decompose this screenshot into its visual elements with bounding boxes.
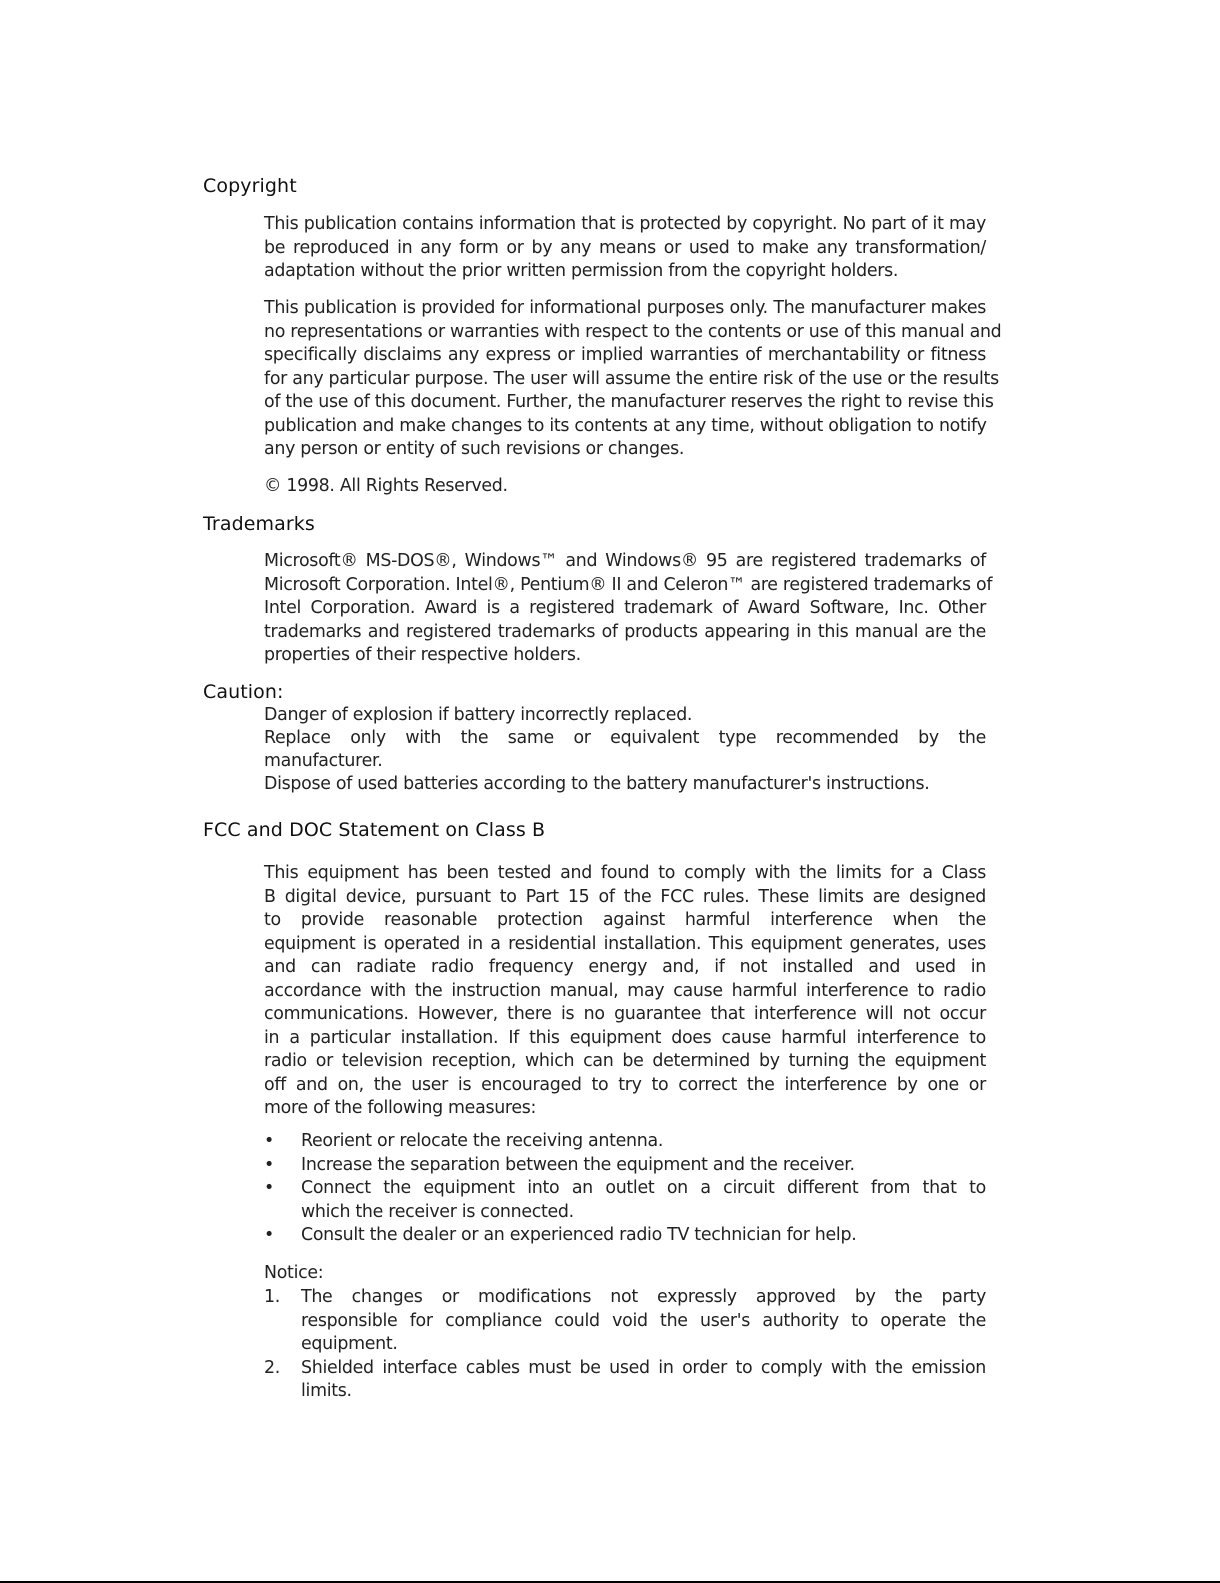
bullet-icon: • xyxy=(264,1154,274,1175)
text-line: communications. However, there is no guarantee that interference will not occur xyxy=(264,1004,986,1024)
text-line: trademarks and registered trademarks of products appearing in this manual are the xyxy=(264,621,986,642)
copyright-notice xyxy=(264,475,986,499)
text-line: no representations or warranties with respect to the contents or use of this manual and xyxy=(264,321,1002,342)
list-item xyxy=(264,1177,986,1224)
text-line: Shielded interface cables must be used in order to comply with the emission xyxy=(301,1357,986,1378)
text-line: This equipment has been tested and found to comply with the limits for a Class xyxy=(264,863,986,883)
text-line: accordance with the instruction manual, may cause harmful interference to radio xyxy=(264,980,986,1001)
text-line: adaptation without the prior written permission from the copyright holders. xyxy=(264,261,899,281)
caution-line: Replace only with the same or equivalent type recommended by the xyxy=(264,728,986,748)
text-line: be reproduced in any form or by any means or used to make any transformation/ xyxy=(264,237,986,258)
bullet-icon: • xyxy=(264,1131,274,1151)
text-line: responsible for compliance could void the user's authority to operate the xyxy=(301,1310,986,1331)
text-line: for any particular purpose. The user will assume the entire risk of the use or the results xyxy=(264,368,999,389)
text-line: Consult the dealer or an experienced radio TV technician for help. xyxy=(301,1225,857,1245)
caution-heading: Caution: xyxy=(203,681,284,703)
text-line: specifically disclaims any express or implied warranties of merchantability or fitness xyxy=(264,345,986,365)
text-line: and can radiate radio frequency energy and, if not installed and used in xyxy=(264,957,986,977)
text-line: any person or entity of such revisions or changes. xyxy=(264,439,685,459)
text-line: which the receiver is connected. xyxy=(301,1201,574,1222)
text-line: B digital device, pursuant to Part 15 of the FCC rules. These limits are designed xyxy=(264,886,986,907)
copyright-paragraph-2 xyxy=(264,297,1002,462)
trademarks-heading: Trademarks xyxy=(203,513,315,535)
text-line: Microsoft Corporation. Intel®, Pentium® II and Celeron™ are registered trademarks of xyxy=(264,574,993,595)
text-line: publication and make changes to its contents at any time, without obligation to notify xyxy=(264,415,987,436)
list-item xyxy=(264,1224,986,1248)
notice-label xyxy=(264,1262,986,1286)
text-line: in a particular installation. If this equipment does cause harmful interference to xyxy=(264,1027,986,1048)
text-line: off and on, the user is encouraged to try to correct the interference by one or xyxy=(264,1074,986,1095)
text-line: to provide reasonable protection against harmful interference when the xyxy=(264,910,986,930)
fcc-paragraph xyxy=(264,862,986,1121)
fcc-measures-list xyxy=(264,1130,986,1248)
text-line: Reorient or relocate the receiving antenna. xyxy=(301,1131,664,1151)
trademarks-paragraph xyxy=(264,550,993,668)
caution-line: manufacturer. xyxy=(264,751,383,771)
text-line: Microsoft® MS-DOS®, Windows™ and Windows® 95 are registered trademarks of xyxy=(264,551,986,571)
text-line: of the use of this document. Further, the manufacturer reserves the right to revise this xyxy=(264,392,994,412)
list-number: 1. xyxy=(264,1287,280,1307)
notice-label-text: Notice: xyxy=(264,1263,324,1283)
list-item xyxy=(264,1357,986,1404)
bullet-icon: • xyxy=(264,1178,274,1198)
text-line: equipment. xyxy=(301,1334,398,1354)
text-line: This publication is provided for informational purposes only. The manufacturer makes xyxy=(264,298,986,318)
text-line: Connect the equipment into an outlet on a circuit different from that to xyxy=(301,1178,986,1198)
copyright-paragraph-1 xyxy=(264,213,986,284)
notice-list xyxy=(264,1286,986,1404)
list-number: 2. xyxy=(264,1357,280,1378)
text-line: limits. xyxy=(301,1381,352,1401)
text-line: The changes or modifications not expressly approved by the party xyxy=(301,1287,986,1307)
list-item xyxy=(264,1286,986,1357)
copyright-notice-text: © 1998. All Rights Reserved. xyxy=(264,476,508,496)
fcc-heading: FCC and DOC Statement on Class B xyxy=(203,819,546,841)
copyright-heading: Copyright xyxy=(203,175,297,197)
caution-line: Danger of explosion if battery incorrectly replaced. xyxy=(264,705,693,725)
list-item xyxy=(264,1154,986,1178)
list-item xyxy=(264,1130,986,1154)
text-line: Intel Corporation. Award is a registered trademark of Award Software, Inc. Other xyxy=(264,598,986,618)
text-line: radio or television reception, which can be determined by turning the equipment xyxy=(264,1051,986,1071)
text-line: more of the following measures: xyxy=(264,1098,537,1118)
text-line: equipment is operated in a residential installation. This equipment generates, uses xyxy=(264,933,986,954)
text-line: properties of their respective holders. xyxy=(264,645,581,665)
text-line: Increase the separation between the equipment and the receiver. xyxy=(301,1154,855,1175)
text-line: This publication contains information that is protected by copyright. No part of it may xyxy=(264,214,986,234)
bullet-icon: • xyxy=(264,1225,274,1245)
caution-line: Dispose of used batteries according to the battery manufacturer's instructions. xyxy=(264,774,930,794)
